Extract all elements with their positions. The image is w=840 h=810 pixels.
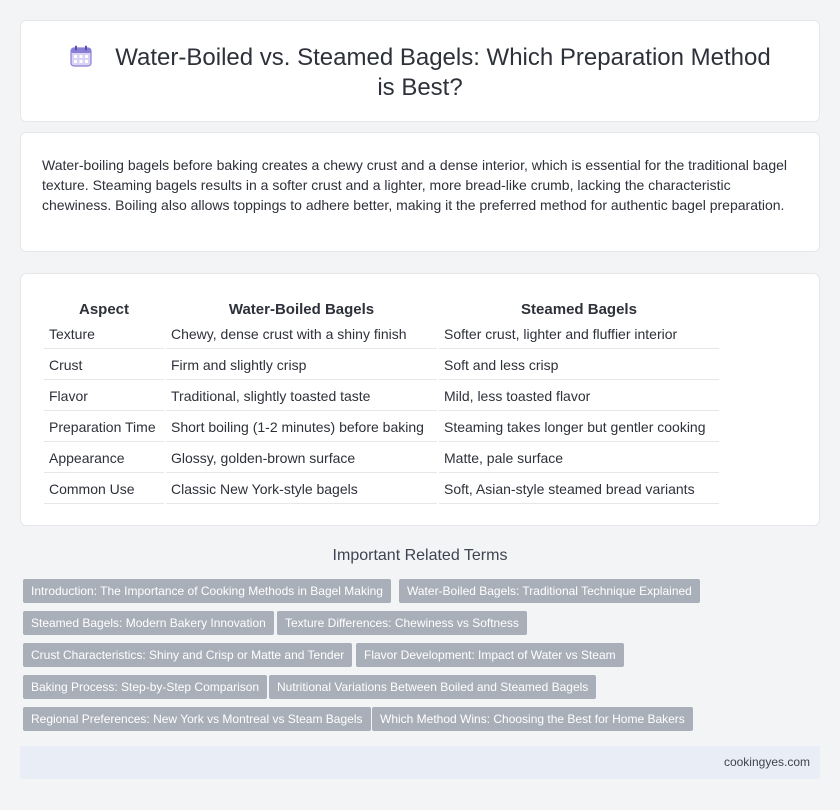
table-row: [44, 382, 719, 411]
related-tag-regional[interactable]: Regional Preferences: New York vs Montreal vs Steam Bagels: [23, 707, 371, 731]
row-water-boiled: Short boiling (1-2 minutes) before baking: [166, 413, 437, 442]
calendar-icon: [69, 44, 93, 68]
header-steamed: Steamed Bagels: [521, 300, 637, 318]
related-tag-which-method[interactable]: Which Method Wins: Choosing the Best for Home Bakers: [372, 707, 693, 731]
page-title-wrap: [21, 43, 819, 103]
intro-text: Water-boiling bagels before baking creates a chewy crust and a dense interior, which is essential for the traditional bagel texture. Steaming bagels results in a softer crust and a lighter, more bread-like crumb, lacking the characteristic chewiness. Boiling also allows toppings to adhere better, making it the preferred method for authentic bagel preparation.: [42, 157, 788, 213]
table-row: [44, 475, 719, 504]
row-water-boiled: Firm and slightly crisp: [166, 351, 437, 380]
row-aspect: Texture: [44, 320, 164, 349]
row-steamed: Soft and less crisp: [439, 351, 719, 380]
row-aspect: Flavor: [44, 382, 164, 411]
table-row: [44, 413, 719, 442]
row-steamed: Mild, less toasted flavor: [439, 382, 719, 411]
row-water-boiled: Classic New York-style bagels: [166, 475, 437, 504]
row-aspect: Appearance: [44, 444, 164, 473]
related-tag-texture[interactable]: Texture Differences: Chewiness vs Softness: [277, 611, 527, 635]
row-aspect: Crust: [44, 351, 164, 380]
related-tag-steamed[interactable]: Steamed Bagels: Modern Bakery Innovation: [23, 611, 274, 635]
comparison-table: [42, 298, 721, 506]
related-terms-title: Important Related Terms: [332, 547, 508, 564]
row-steamed: Steaming takes longer but gentler cooking: [439, 413, 719, 442]
row-aspect: Preparation Time: [44, 413, 164, 442]
footer: [20, 746, 820, 779]
intro-card: [20, 132, 820, 252]
comparison-card: [20, 273, 820, 526]
footer-site-link[interactable]: cookingyes.com: [723, 755, 810, 769]
header-aspect: Aspect: [78, 300, 130, 318]
row-water-boiled: Glossy, golden-brown surface: [166, 444, 437, 473]
table-row: [44, 444, 719, 473]
page-title: Water-Boiled vs. Steamed Bagels: Which Preparation Method is Best?: [115, 44, 771, 101]
row-steamed: Matte, pale surface: [439, 444, 719, 473]
table-row: [44, 351, 719, 380]
related-tag-intro[interactable]: Introduction: The Importance of Cooking Methods in Bagel Making: [23, 579, 391, 603]
table-header-row: [44, 300, 719, 318]
row-steamed: Softer crust, lighter and fluffier interior: [439, 320, 719, 349]
table-row: [44, 320, 719, 349]
row-aspect: Common Use: [44, 475, 164, 504]
related-tag-nutrition[interactable]: Nutritional Variations Between Boiled and Steamed Bagels: [269, 675, 596, 699]
header-water-boiled: Water-Boiled Bagels: [228, 300, 375, 318]
related-tag-baking[interactable]: Baking Process: Step-by-Step Comparison: [23, 675, 267, 699]
header-card: [20, 20, 820, 122]
related-tag-water-boiled[interactable]: Water-Boiled Bagels: Traditional Technique Explained: [399, 579, 700, 603]
row-water-boiled: Traditional, slightly toasted taste: [166, 382, 437, 411]
related-tag-crust[interactable]: Crust Characteristics: Shiny and Crisp or Matte and Tender: [23, 643, 352, 667]
row-water-boiled: Chewy, dense crust with a shiny finish: [166, 320, 437, 349]
row-steamed: Soft, Asian-style steamed bread variants: [439, 475, 719, 504]
related-tag-flavor[interactable]: Flavor Development: Impact of Water vs Steam: [356, 643, 624, 667]
